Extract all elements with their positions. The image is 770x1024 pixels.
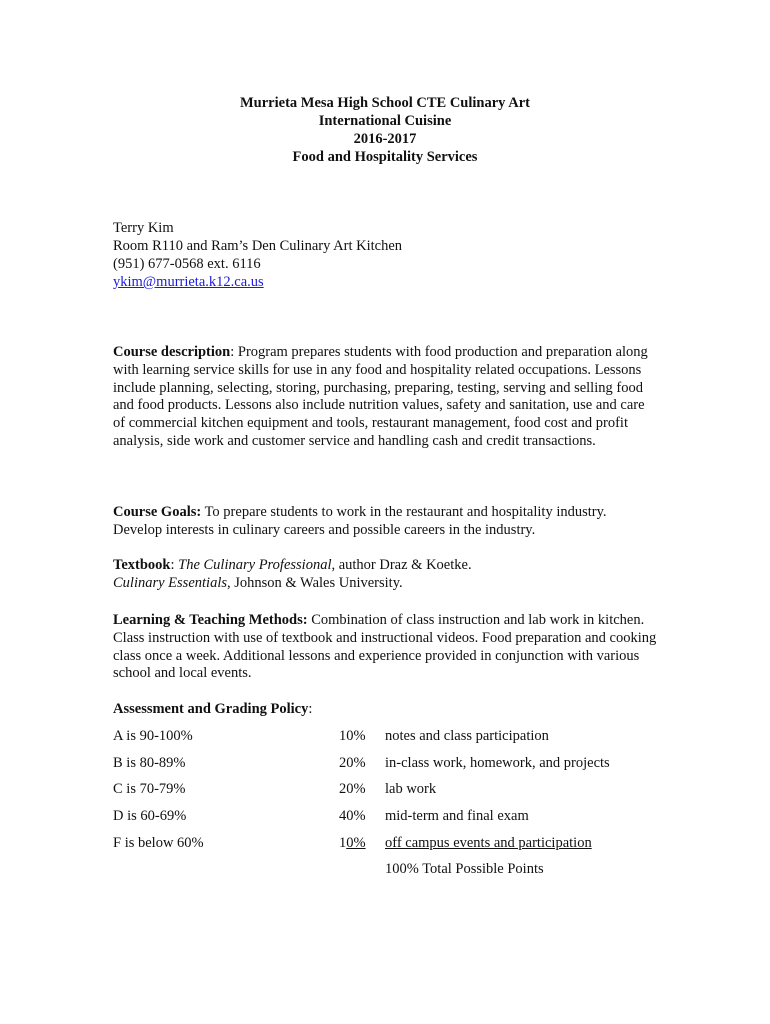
assessment-colon: : <box>308 701 313 717</box>
course-title: International Cuisine <box>318 113 452 129</box>
course-goals-text: To prepare students to work in the restaurant and hospitality industry. Develop interests in culinary careers and possible careers in the industry. <box>113 504 607 538</box>
program-title: Food and Hospitality Services <box>292 149 478 165</box>
total-points: 100% Total Possible Points <box>385 861 544 877</box>
textbook-1-title: The Culinary Professional <box>178 557 332 573</box>
textbook-section <box>113 557 658 593</box>
weight-percent: 20% <box>339 755 366 771</box>
weight-percent <box>339 835 366 852</box>
instructor-email-link[interactable]: ykim@murrieta.k12.ca.us <box>113 274 264 290</box>
course-goals-label: Course Goals: <box>113 504 202 520</box>
course-description-text: Program prepares students with food production and preparation along with learning service skills for use in any food and hospitality related occupations. Lessons include planning, selecting, storing, purchasing, preparing, testing, serving and selling food and food products. Lessons also include nutrition values, safety and sanitation, use and care of commercial kitchen equipment and tools, restaurant management, food cost and profit analysis, side work and customer service and handling cash and credit transactions. <box>113 344 648 449</box>
grading-row <box>113 835 673 853</box>
weight-description: mid-term and final exam <box>385 808 529 824</box>
weight-percent: 10% <box>339 728 366 744</box>
weight-description: in-class work, homework, and projects <box>385 755 610 771</box>
weight-description: notes and class participation <box>385 728 549 744</box>
instructor-name: Terry Kim <box>113 220 174 236</box>
contact-block <box>113 219 402 291</box>
grade-range: C is 70-79% <box>113 781 186 797</box>
textbook-separator: : <box>170 557 179 573</box>
course-description-separator: : <box>230 344 238 360</box>
teaching-methods-label: Learning & Teaching Methods: <box>113 612 308 628</box>
weight-percent-underlined: 0% <box>346 835 366 851</box>
course-description <box>113 344 658 451</box>
grade-range: F is below 60% <box>113 835 204 851</box>
weight-percent: 40% <box>339 808 366 824</box>
textbook-label: Textbook <box>113 557 171 573</box>
grading-row <box>113 755 673 773</box>
assessment-heading <box>113 701 658 719</box>
weight-description: lab work <box>385 781 437 797</box>
grade-range: B is 80-89% <box>113 755 186 771</box>
grade-range: D is 60-69% <box>113 808 187 824</box>
school-year: 2016-2017 <box>353 131 417 147</box>
course-description-label: Course description <box>113 344 231 360</box>
textbook-2-info: , Johnson & Wales University. <box>227 574 403 591</box>
grading-row <box>113 728 673 746</box>
assessment-label: Assessment and Grading Policy <box>113 701 309 717</box>
weight-percent-digit: 1 <box>339 835 347 851</box>
weight-percent: 20% <box>339 781 366 797</box>
grading-row <box>113 781 673 799</box>
textbook-1-info: , author Draz & Koetke. <box>331 557 472 573</box>
school-title: Murrieta Mesa High School CTE Culinary Art <box>240 95 530 111</box>
grade-range: A is 90-100% <box>113 728 193 744</box>
grading-row <box>113 808 673 826</box>
instructor-room: Room R110 and Ram’s Den Culinary Art Kitchen <box>113 238 403 254</box>
instructor-phone: (951) 677-0568 ext. 6116 <box>113 256 261 272</box>
weight-description: off campus events and participation <box>385 835 592 851</box>
teaching-methods <box>113 612 658 683</box>
teaching-methods-text: Combination of class instruction and lab work in kitchen. Class instruction with use of textbook and instructional videos. Food preparation and cooking class once a week. Additional lessons and experience provided in conjunction with various school and local events. <box>113 612 657 682</box>
document-header <box>0 94 770 166</box>
textbook-2-title: Culinary Essentials <box>113 574 227 591</box>
course-goals <box>113 504 658 540</box>
